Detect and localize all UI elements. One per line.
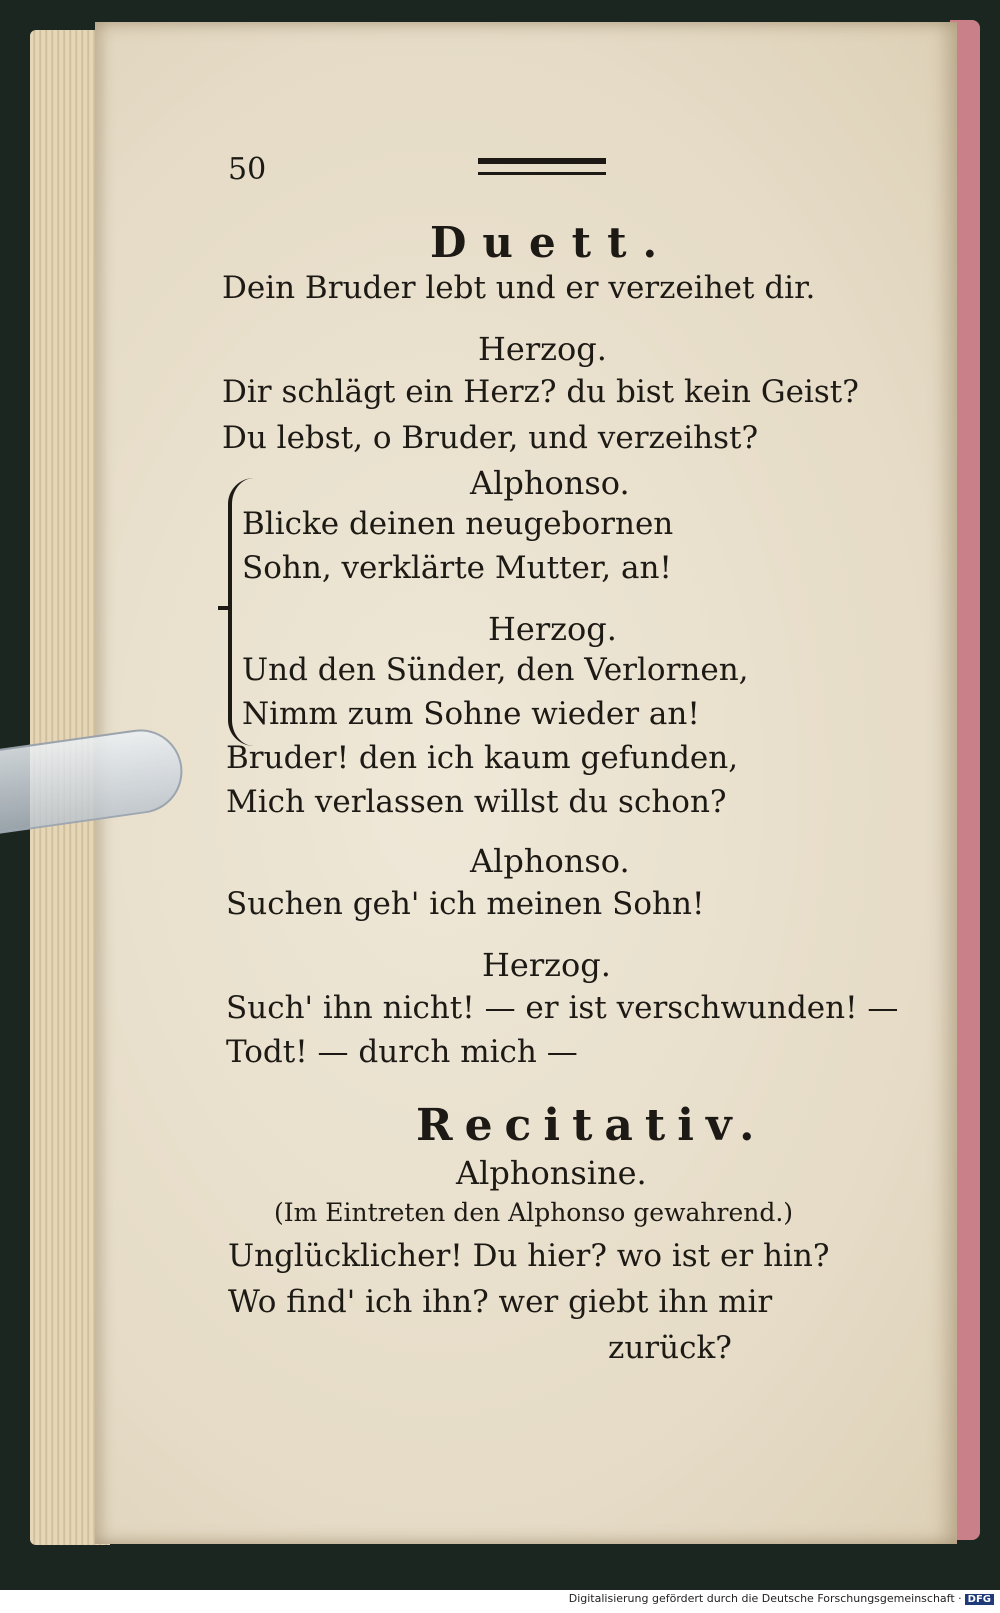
header-rule-thin bbox=[478, 172, 606, 175]
credit-text: Digitalisierung gefördert durch die Deutsche Forschungsgemeinschaft · bbox=[568, 1592, 962, 1605]
text-line: Dein Bruder lebt und er verzeihet dir. bbox=[222, 270, 816, 306]
speaker-name: Alphonso. bbox=[470, 842, 630, 880]
text-line: Du lebst, o Bruder, und verzeihst? bbox=[222, 420, 759, 456]
text-line: Suchen geh' ich meinen Sohn! bbox=[226, 886, 705, 922]
text-line: Bruder! den ich kaum gefunden, bbox=[226, 740, 739, 776]
text-line: Unglücklicher! Du hier? wo ist er hin? bbox=[228, 1238, 830, 1274]
section-heading-recitativ: Recitativ. bbox=[416, 1100, 767, 1151]
speaker-name: Herzog. bbox=[478, 330, 607, 368]
text-line: Such' ihn nicht! — er ist verschwunden! — bbox=[226, 990, 899, 1026]
verse-brace-tip bbox=[218, 606, 232, 610]
text-line: Und den Sünder, den Verlornen, bbox=[242, 652, 749, 688]
text-line: Sohn, verklärte Mutter, an! bbox=[242, 550, 672, 586]
speaker-name: Herzog. bbox=[482, 946, 611, 984]
text-line: Dir schlägt ein Herz? du bist kein Geist? bbox=[222, 374, 859, 410]
speaker-name: Alphonso. bbox=[470, 464, 630, 502]
speaker-name: Alphonsine. bbox=[456, 1154, 647, 1192]
page-number: 50 bbox=[228, 152, 267, 187]
text-line: Wo find' ich ihn? wer giebt ihn mir bbox=[228, 1284, 773, 1320]
dfg-logo: DFG bbox=[965, 1594, 994, 1605]
header-rule-thick bbox=[478, 158, 606, 164]
text-line: Mich verlassen willst du schon? bbox=[226, 784, 727, 820]
stage-direction: (Im Eintreten den Alphonso gewahrend.) bbox=[274, 1198, 794, 1227]
speaker-name: Herzog. bbox=[488, 610, 617, 648]
text-line: Todt! — durch mich — bbox=[226, 1034, 578, 1070]
text-line: Blicke deinen neugebornen bbox=[242, 506, 674, 542]
section-heading-duett: Duett. bbox=[430, 218, 674, 267]
text-line: Nimm zum Sohne wieder an! bbox=[242, 696, 700, 732]
text-line: zurück? bbox=[608, 1330, 732, 1366]
digitization-credit bbox=[569, 1592, 994, 1605]
